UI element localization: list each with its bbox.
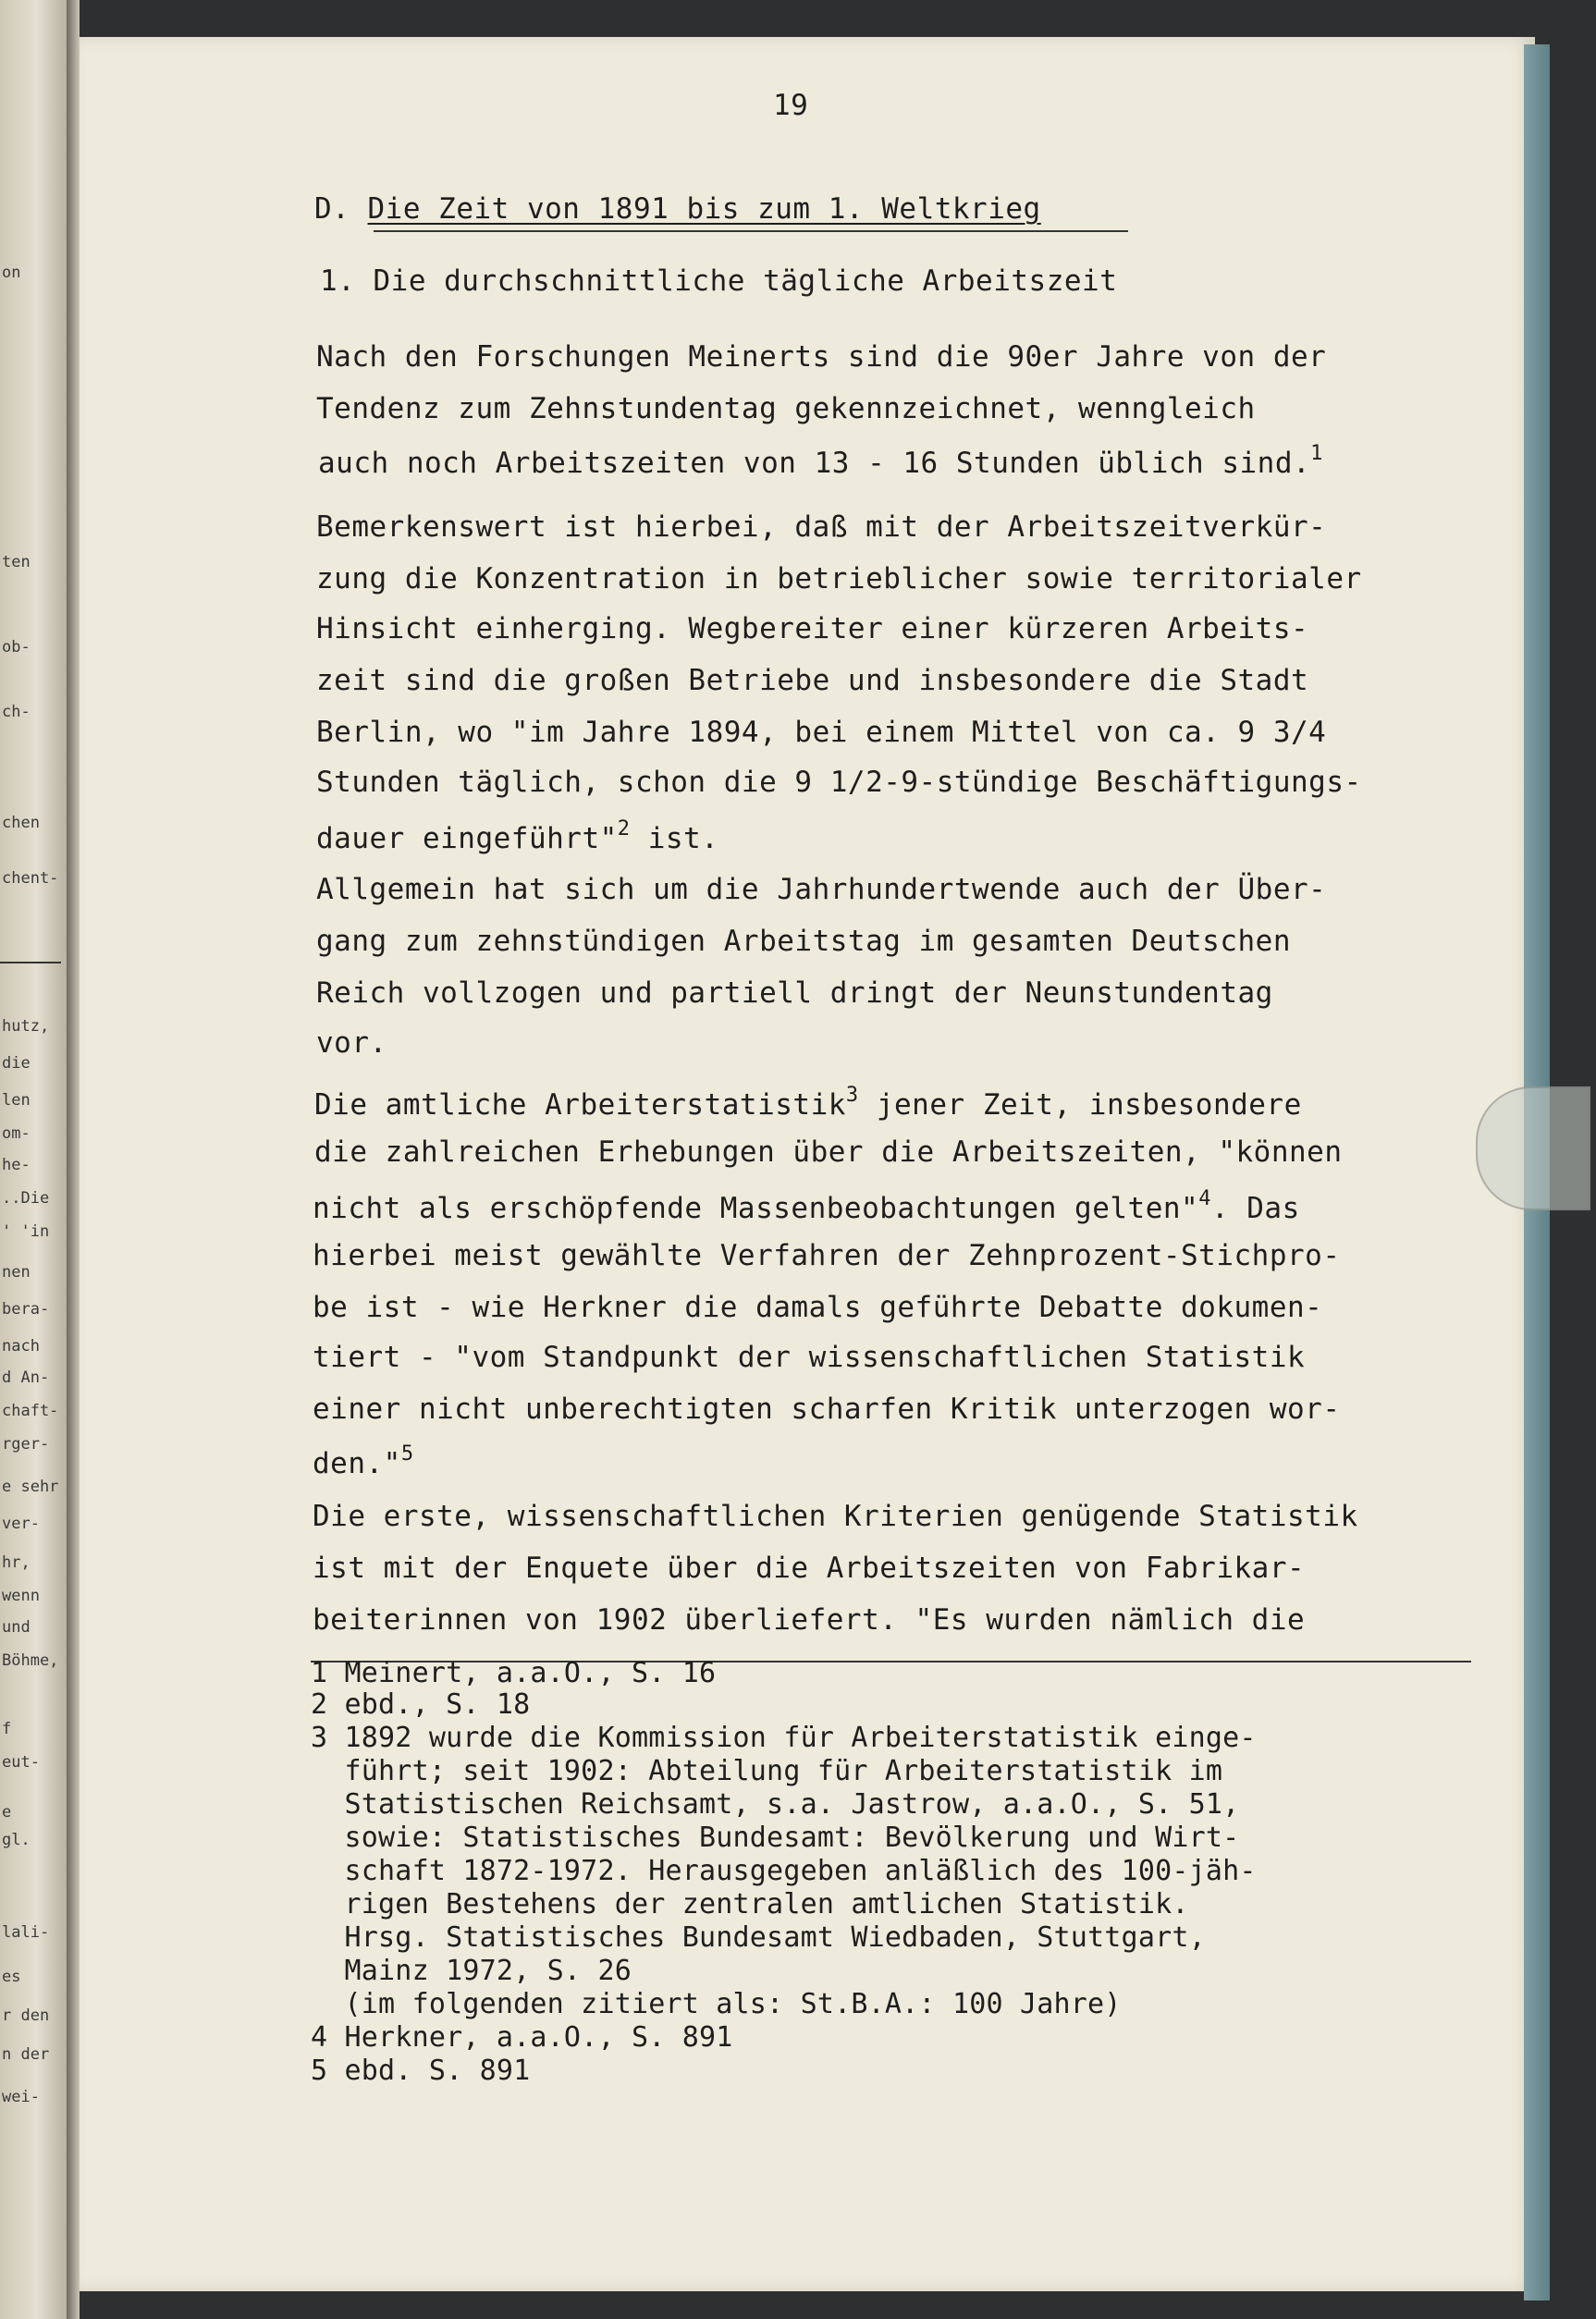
body-line: dauer eingeführt"$^2$ ist. [316, 817, 719, 855]
facing-page-fragment: e sehr [2, 1478, 59, 1496]
footnote-line: sowie: Statistisches Bundesamt: Bevölkerung und Wirt- [311, 1822, 1240, 1854]
facing-page-fragment: he- [2, 1156, 31, 1174]
footnote-line: (im folgenden zitiert als: St.B.A.: 100 Jahre) [311, 1988, 1122, 2020]
body-line: den."$^5$ [313, 1442, 414, 1480]
body-line: hierbei meist gewählte Verfahren der Zehnprozent-Stichpro- [313, 1239, 1341, 1272]
facing-page-fragment: wenn [2, 1587, 40, 1605]
footnote-line: rigen Bestehens der zentralen amtlichen Statistik. [311, 1888, 1189, 1920]
body-line: vor. [316, 1026, 387, 1060]
body-line: Tendenz zum Zehnstundentag gekennzeichnet, wenngleich [316, 392, 1256, 425]
facing-page-fragment: Böhme, [2, 1651, 59, 1670]
facing-page-fragment: chaft- [2, 1402, 59, 1420]
body-line: auch noch Arbeitszeiten von 13 - 16 Stunden üblich sind.$^1$ [318, 442, 1323, 480]
facing-page-fragment: chent- [2, 869, 59, 888]
footnote-ref: 4 [1198, 1187, 1211, 1210]
body-line: zung die Konzentration in betrieblicher sowie territorialer [316, 562, 1362, 595]
facing-page-fragment: r den [2, 2006, 50, 2025]
facing-page-fragment: nen [2, 1263, 31, 1282]
body-line: Reich vollzogen und partiell dringt der Neunstundentag [316, 976, 1273, 1010]
facing-page-fragment: gl. [2, 1831, 31, 1849]
facing-page-fragment: ..Die [2, 1189, 50, 1208]
body-line: beiterinnen von 1902 überliefert. "Es wurden nämlich die [313, 1603, 1306, 1637]
facing-page-rule [0, 962, 61, 963]
facing-page-fragment: die [2, 1054, 31, 1073]
section-letter: D. [314, 192, 350, 226]
body-line: ist mit der Enquete über die Arbeitszeiten von Fabrikar- [313, 1552, 1306, 1585]
body-line: tiert - "vom Standpunkt der wissenschaftlichen Statistik [313, 1341, 1306, 1374]
facing-page-fragment: ch- [2, 703, 31, 721]
body-line: Allgemein hat sich um die Jahrhundertwende auch der Über- [316, 873, 1327, 906]
footnote-line: 3 1892 wurde die Kommission für Arbeiterstatistik einge- [311, 1722, 1257, 1754]
facing-page-fragment: chen [2, 814, 40, 832]
facing-page-fragment: ' 'in [2, 1222, 50, 1241]
footnote-line: 1 Meinert, a.a.O., S. 16 [311, 1657, 717, 1689]
body-line: zeit sind die großen Betriebe und insbesondere die Stadt [316, 664, 1309, 697]
facing-page-fragment: len [2, 1091, 31, 1110]
footnote-line: Statistischen Reichsamt, s.a. Jastrow, a.a.O., S. 51, [311, 1788, 1240, 1821]
footnote-line: 5 ebd. S. 891 [311, 2055, 531, 2087]
body-line: Stunden täglich, schon die 9 1/2-9-stündige Beschäftigungs- [316, 766, 1362, 799]
facing-page-fragment: ten [2, 553, 31, 571]
page-clip-tab [1476, 1086, 1590, 1210]
footnote-ref: 5 [400, 1442, 414, 1466]
facing-page-fragment: hr, [2, 1553, 31, 1572]
section-heading [314, 192, 1041, 226]
facing-page-fragment: ver- [2, 1515, 40, 1533]
footnote-ref: 1 [1310, 442, 1323, 465]
facing-page-fragment: wei- [2, 2088, 40, 2106]
body-line: Bemerkenswert ist hierbei, daß mit der Arbeitszeitverkür- [316, 510, 1327, 544]
footnote-ref: 2 [617, 817, 631, 840]
facing-page-fragment: rger- [2, 1435, 50, 1454]
body-line: Berlin, wo "im Jahre 1894, bei einem Mittel von ca. 9 3/4 [316, 716, 1327, 749]
body-line: gang zum zehnstündigen Arbeitstag im gesamten Deutschen [316, 925, 1291, 958]
facing-page-fragment: ob- [2, 638, 31, 656]
facing-page-fragment: hutz, [2, 1017, 50, 1036]
facing-page-fragment: n der [2, 2045, 50, 2064]
footnote-line: Hrsg. Statistisches Bundesamt Wiedbaden, Stuttgart, [311, 1921, 1206, 1954]
facing-page-fragment: nach [2, 1337, 40, 1356]
footnote-line: 4 Herkner, a.a.O., S. 891 [311, 2021, 733, 2054]
body-line: nicht als erschöpfende Massenbeobachtungen gelten"$^4$. Das [313, 1187, 1300, 1225]
facing-page-fragment: bera- [2, 1300, 50, 1319]
facing-page-fragment: e [2, 1803, 12, 1822]
body-line: Die erste, wissenschaftlichen Kriterien genügende Statistik [313, 1500, 1358, 1533]
facing-page-fragment: lali- [2, 1923, 50, 1942]
heading-underline-rule [374, 230, 1128, 232]
facing-page-fragment: und [2, 1618, 31, 1637]
facing-page-fragment: om- [2, 1124, 31, 1143]
footnote-ref: 3 [845, 1084, 859, 1107]
facing-page-fragment: on [2, 264, 21, 282]
facing-page-fragment: eut- [2, 1753, 40, 1772]
body-line: einer nicht unberechtigten scharfen Kritik unterzogen wor- [313, 1393, 1341, 1426]
facing-page-fragment: d An- [2, 1368, 50, 1387]
body-line: Hinsicht einherging. Wegbereiter einer kürzeren Arbeits- [316, 612, 1309, 645]
facing-page-fragment: f [2, 1720, 12, 1738]
book-gutter [67, 0, 80, 2319]
footnote-line: Mainz 1972, S. 26 [311, 1955, 632, 1987]
section-title: Die Zeit von 1891 bis zum 1. Weltkrieg [367, 192, 1041, 226]
page-number: 19 [773, 89, 809, 122]
facing-page-edge [0, 0, 67, 2319]
body-line: die zahlreichen Erhebungen über die Arbeitszeiten, "können [314, 1135, 1343, 1169]
body-line: Die amtliche Arbeiterstatistik$^3$ jener Zeit, insbesondere [314, 1084, 1302, 1122]
facing-page-fragment: es [2, 1968, 21, 1986]
body-line: Nach den Forschungen Meinerts sind die 90er Jahre von der [316, 340, 1327, 374]
footnote-line: führt; seit 1902: Abteilung für Arbeiterstatistik im [311, 1755, 1223, 1787]
body-line: be ist - wie Herkner die damals geführte Debatte dokumen- [313, 1291, 1323, 1324]
footnote-line: 2 ebd., S. 18 [311, 1688, 531, 1721]
footnote-line: schaft 1872-1972. Herausgegeben anläßlich des 100-jäh- [311, 1855, 1257, 1887]
subsection-heading: 1. Die durchschnittliche tägliche Arbeitszeit [320, 264, 1118, 298]
